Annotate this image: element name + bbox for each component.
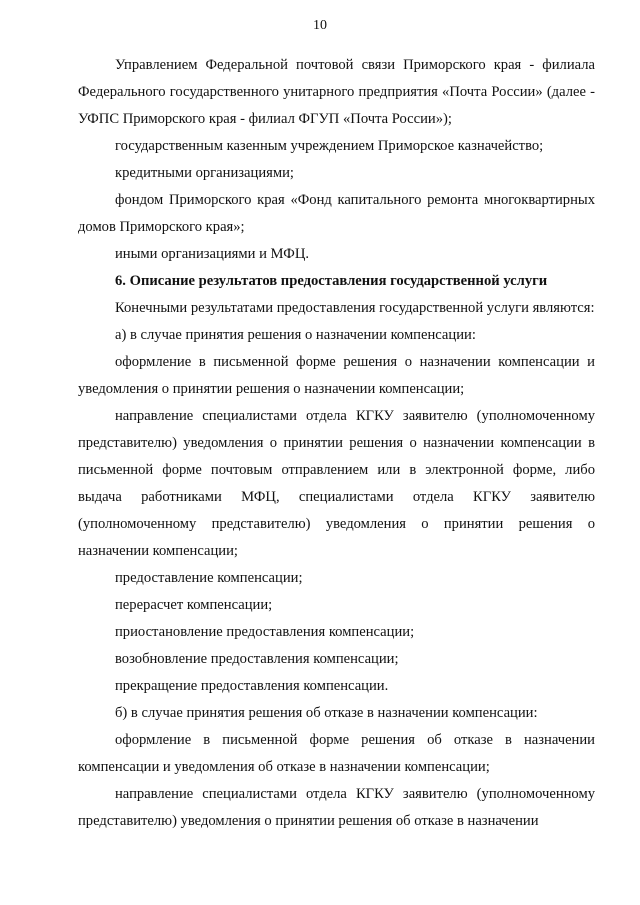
paragraph: кредитными организациями;	[115, 165, 294, 181]
paragraph: направление специалистами отдела КГКУ заявителю (уполномоченному представителю) уведомления о принятии решения о назначении компенсации в письменной форме почтовым отправлением или в электронной форме, либо выдача работниками МФЦ, специалистами отдела КГКУ заявителю (уполномоченному представителю) уведомления о принятии решения о назначении компенсации;	[78, 408, 595, 559]
paragraph: б) в случае принятия решения об отказе в назначении компенсации:	[115, 705, 538, 721]
paragraph: перерасчет компенсации;	[115, 597, 273, 613]
paragraph: возобновление предоставления компенсации;	[115, 651, 399, 667]
paragraph: предоставление компенсации;	[115, 570, 303, 586]
paragraph: направление специалистами отдела КГКУ заявителю (уполномоченному представителю) уведомления о принятии решения об отказе в назначении	[78, 786, 595, 829]
paragraph: фондом Приморского края «Фонд капитального ремонта многоквартирных домов Приморского края»;	[78, 192, 595, 235]
paragraph: Управлением Федеральной почтовой связи Приморского края - филиала Федерального государственного унитарного предприятия «Почта России» (далее - УФПС Приморского края - филиал ФГУП «Почта России»);	[78, 57, 595, 127]
paragraph: оформление в письменной форме решения о назначении компенсации и уведомления о принятии решения о назначении компенсации;	[78, 354, 595, 397]
document-body	[78, 52, 595, 835]
paragraph: приостановление предоставления компенсации;	[115, 624, 415, 640]
paragraph: Конечными результатами предоставления государственной услуги являются:	[115, 300, 595, 316]
page-number: 10	[313, 18, 327, 33]
paragraph: оформление в письменной форме решения об отказе в назначении компенсации и уведомления об отказе в назначении компенсации;	[78, 732, 595, 775]
paragraph: иными организациями и МФЦ.	[115, 246, 310, 262]
paragraph: прекращение предоставления компенсации.	[115, 678, 389, 694]
paragraph: государственным казенным учреждением Приморское казначейство;	[115, 138, 544, 154]
paragraph: а) в случае принятия решения о назначении компенсации:	[115, 327, 476, 343]
section-heading: 6. Описание результатов предоставления государственной услуги	[115, 273, 548, 289]
